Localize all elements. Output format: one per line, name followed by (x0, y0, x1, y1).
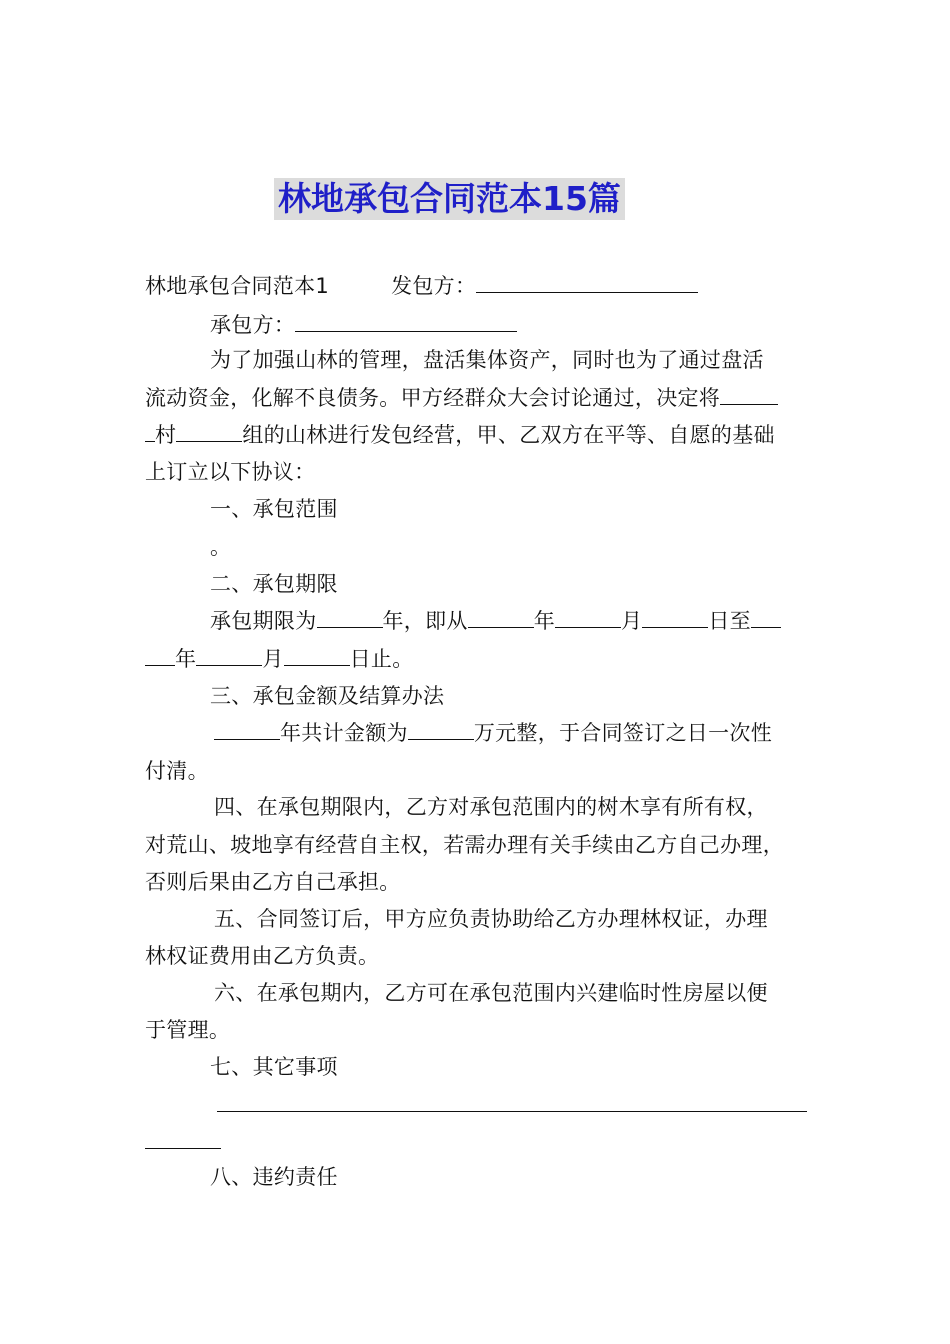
other-matters-blank-b (145, 1128, 221, 1149)
term-years-blank (317, 607, 383, 628)
end-day-blank (284, 645, 350, 666)
month-label: 月 (621, 609, 643, 633)
section-8-heading: 八、违约责任 (210, 1165, 338, 1189)
section-5-line-2: 林权证费用由乙方负责。 (145, 944, 380, 968)
intro-line-1: 为了加强山林的管理，盘活集体资产，同时也为了通过盘活 (210, 348, 764, 372)
section-4-line-1: 四、在承包期限内，乙方对承包范围内的树木享有所有权， (214, 795, 768, 819)
section-7-heading: 七、其它事项 (210, 1055, 338, 1079)
party-b-label: 承包方： (210, 313, 296, 337)
section-7-blank-line-1 (217, 1091, 807, 1119)
group-blank (176, 421, 242, 442)
end-year-blank-b (145, 645, 175, 666)
section-1-heading: 一、承包范围 (210, 497, 338, 521)
intro-line-2-text: 流动资金，化解不良债务。甲方经群众大会讨论通过，决定将 (145, 386, 721, 410)
end-year-blank-a (751, 607, 781, 628)
start-year-blank (468, 607, 534, 628)
section-1-body: 。 (210, 535, 232, 559)
start-day-blank (642, 607, 708, 628)
amount-text: 万元整，于合同签订之日一次性 (473, 721, 773, 745)
end-month-label: 月 (262, 647, 284, 671)
document-title: 林地承包合同范本15篇 (274, 178, 625, 220)
section-3-heading: 三、承包金额及结算办法 (210, 684, 445, 708)
term-label: 承包期限为 (210, 609, 317, 633)
section-6-line-2: 于管理。 (145, 1018, 231, 1042)
village-label: 村 (155, 423, 177, 447)
section-2-heading: 二、承包期限 (210, 572, 338, 596)
end-day-label: 日止。 (349, 647, 414, 671)
village-blank-a (720, 384, 778, 405)
party-b-blank (295, 311, 517, 332)
intro-line-3 (145, 421, 775, 449)
party-b-line (210, 311, 517, 339)
section-3-line-2: 付清。 (145, 759, 209, 783)
end-month-blank (196, 645, 262, 666)
party-a-blank (476, 272, 698, 293)
section-2-line-1 (210, 607, 781, 635)
amount-label: 年共计金额为 (280, 721, 408, 745)
party-a-label: 发包方： (391, 274, 477, 298)
year-label: 年 (533, 609, 556, 633)
section-4-line-3: 否则后果由乙方自己承担。 (145, 870, 401, 894)
amount-blank (408, 719, 474, 740)
village-blank-b (145, 421, 155, 442)
section-6-line-1: 六、在承包期内，乙方可在承包范围内兴建临时性房屋以便 (214, 981, 768, 1005)
term-from-label: 年，即从 (382, 609, 468, 633)
contract-number: 林地承包合同范本1 (145, 274, 330, 298)
end-year-label: 年 (175, 647, 197, 671)
intro-line-4: 上订立以下协议： (145, 460, 316, 484)
years-total-blank (214, 719, 280, 740)
day-to-label: 日至 (708, 609, 751, 633)
contract-header-line (145, 272, 698, 300)
intro-line-2 (145, 384, 778, 412)
section-3-line-1 (214, 719, 772, 747)
other-matters-blank-a (217, 1091, 807, 1112)
start-month-blank (555, 607, 621, 628)
section-7-blank-line-2 (145, 1128, 221, 1156)
section-2-line-2 (145, 645, 414, 673)
section-4-line-2: 对荒山、坡地享有经营自主权，若需办理有关手续由乙方自己办理， (145, 833, 784, 857)
section-5-line-1: 五、合同签订后，甲方应负责协助给乙方办理林权证，办理 (214, 907, 768, 931)
intro-line-3-text: 组的山林进行发包经营，甲、乙双方在平等、自愿的基础 (242, 423, 775, 447)
